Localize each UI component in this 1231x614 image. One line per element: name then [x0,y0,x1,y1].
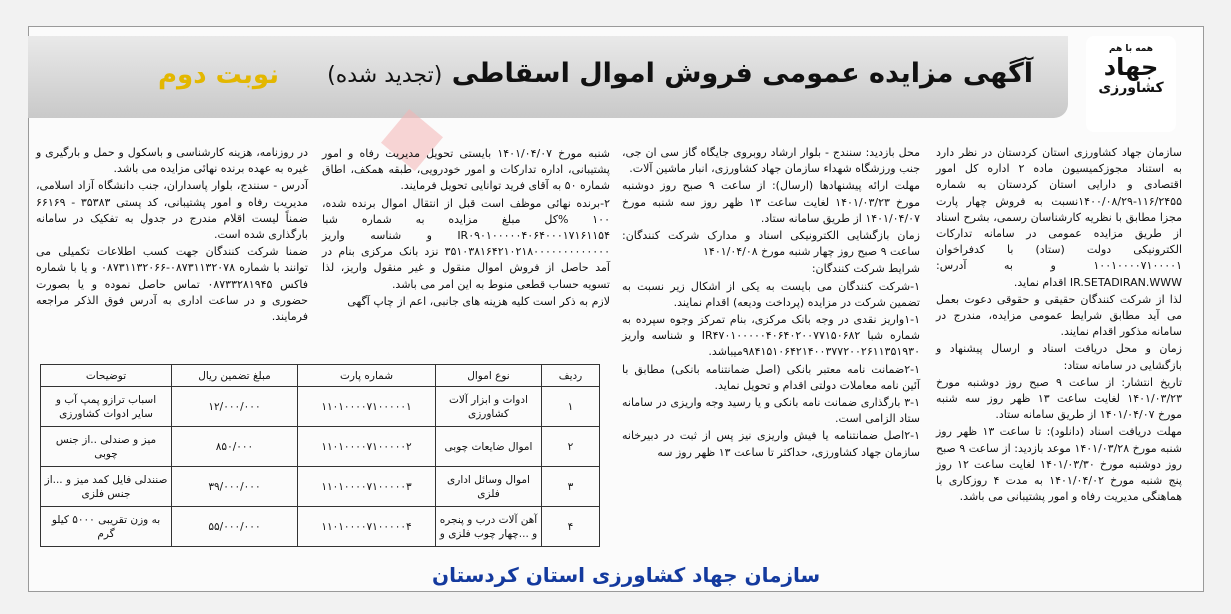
cell: ادوات و ابزار آلات کشاورزی [436,387,542,427]
cell: به وزن تقریبی ۵۰۰۰ کیلو گرم [41,507,172,547]
paragraph: ۱-۱واریز نقدی در وجه بانک مرکزی، بنام تمرکز وجوه سپرده به شماره شبا IR۴۷۰۱۰۰۰۰۰۴۰۶۴۰۲۰۰۷۷۱۵۰۶۸۲ و شناسه واریز ۹۸۴۱۵۱۰۶۴۲۱۴۰۰۳۷۷۲۰۰۲۶۱۱۳۵۱۹۳۰میباشد. [622,313,920,359]
cell: آهن آلات درب و پنجره و ...چهار چوب فلزی و [436,507,542,547]
paragraph: زمان و محل دریافت اسناد و ارسال پیشنهاد و بازگشایی در سامانه ستاد: [936,342,1182,372]
table-row [41,507,600,547]
paragraph: لازم به ذکر است کلیه هزینه های جانبی، اعم از چاپ آگهی [347,294,610,308]
cell: ۴ [542,507,600,547]
table-row [41,387,600,427]
logo-name: جهاد [1103,53,1159,81]
paragraph: ۲-۱اصل ضمانتنامه یا فیش واریزی نیز پس از ثبت در دبیرخانه سازمان جهاد کشاورزی، حداکثر تا ساعت ۱۳ ظهر روز سه [622,429,920,459]
column-3 [322,146,610,311]
paragraph: ۳-۱ بارگذاری ضمانت نامه بانکی و یا رسید وجه واریزی در سامانه ستاد الزامی است. [622,396,920,426]
cell: ۲ [542,427,600,467]
cell: اموال ضایعات چوبی [436,427,542,467]
cell: ۱۱۰۱۰۰۰۰۷۱۰۰۰۰۰۲ [298,427,436,467]
paragraph: شنبه مورخ ۱۴۰۱/۰۴/۰۷ بایستی تحویل مدیریت رفاه و امور پشتیبانی، اداره تدارکات و امور خودرویی، طبقه همکف، اطاق شماره ۵۰ به آقای فرید توانایی تحویل فرمایند. [322,147,611,193]
cell: میز و صندلی ..از جنس چوبی [41,427,172,467]
paragraph: لذا از شرکت کنندگان حقیقی و حقوقی دعوت بعمل می آید مطابق شرایط عمومی مزایده، مندرج در سامانه مذکور اقدام نمایند. [936,292,1182,339]
column-2 [622,145,920,462]
page-title [327,58,1033,89]
round-label: نوبت دوم [158,60,279,90]
header-part-number: شماره پارت [298,365,436,387]
items-table [40,364,600,547]
paragraph: سازمان جهاد کشاورزی استان کردستان در نظر دارد به استناد مجوزکمیسیون ماده ۲ اداره کل امور اقتصادی و دارایی استان کردستان به شماره ۱۱۶/۲۴۵۵-۱۴۰۰/۰۸/۲۹نسبت به فروش چهار پارت مجزا مطابق با نظریه کارشناسان رسمی، بشرح اسناد از طریق مزایده عمومی در سامانه تدارکات الکترونیکی دولت (ستاد) با کدفراخوان ۱۰۰۱۰۰۰۰۷۱۰۰۰۰۱ و به آدرس: IR.SETADIRAN.WWW اقدام نماید. [936,146,1182,289]
paragraph: ۲-۱ضمانت نامه معتبر بانکی (اصل ضمانتنامه بانکی) مطابق با آئین نامه معاملات دولتی اقدام و تحویل نماید. [622,362,920,392]
cell: ۱۱۰۱۰۰۰۰۷۱۰۰۰۰۰۱ [298,387,436,427]
paragraph: مهلت دریافت اسناد (دانلود): تا ساعت ۱۳ ظهر روز شنبه مورخ ۱۴۰۱/۰۳/۲۸ موعد بازدید: از ساعت ۹ صبح روز دوشنبه مورخ ۱۴۰۱/۰۳/۳۰ لغایت ساعت ۱۲ روز پنج شنبه مورخ ۱۴۰۱/۰۴/۰۲ به مدت ۴ روزکاری با هماهنگی مدیریت رفاه و امور پشتیبانی می باشد. [936,425,1182,504]
cell: ۵۵/۰۰۰/۰۰۰ [172,507,298,547]
header-item-type: نوع اموال [436,365,542,387]
column-1 [936,145,1182,506]
cell: ۱۱۰۱۰۰۰۰۷۱۰۰۰۰۰۴ [298,507,436,547]
table-header-row [41,365,600,387]
paragraph: ۲-برنده نهائی موظف است قبل از انتقال اموال برنده شده، ۱۰۰ %کل مبلغ مزایده به شماره شبا IR۰۹۰۱۰۰۰۰۰۴۰۶۴۰۰۰۱۷۱۶۱۱۵۴ و شناسه واریز ۳۵۱۰۳۸۱۶۴۲۱۰۲۱۸۰۰۰۰۰۰۰۰۰۰۰۰۰ نزد بانک مرکزی بنام در آمد حاصل از فروش اموال منقول و غیر منقول واریز، لذا تسویه حساب قطعی منوط به این امر می باشد. [322,196,610,291]
cell: ۳ [542,467,600,507]
cell: صنندلی فایل کمد میز و ...از جنس فلزی [41,467,172,507]
column-4 [36,145,308,326]
header-row-number: ردیف [542,365,600,387]
paragraph: تاریخ انتشار: از ساعت ۹ صبح روز دوشنبه مورخ ۱۴۰۱/۰۳/۲۳ لغایت ساعت ۱۳ ظهر روز سه شنبه مورخ ۱۴۰۱/۰۴/۰۷ از طریق سامانه ستاد. [936,375,1183,422]
logo [1086,36,1176,132]
title-main: آگهی مزایده عمومی فروش اموال اسقاطی [451,58,1033,89]
table-row [41,467,600,507]
cell: ۱ [542,387,600,427]
cell: ۱۲/۰۰۰/۰۰۰ [172,387,298,427]
paragraph: محل بازدید: سنندج - بلوار ارشاد روبروی جایگاه گاز سی ان جی، جنب ورزشگاه شهداء سازمان جهاد کشاورزی، انبار ماشین آلات. [622,146,920,176]
paragraph: ضمنا شرکت کنندگان جهت کسب اطلاعات تکمیلی می توانند با شماره ۰۸۷۳۱۱۳۲۰۷۸-۰۸۷۳۱۱۳۲۰۶۶ و یا با شماره فاکس ۰۸۷۳۳۲۸۱۹۴۵ تماس حاصل نموده و یا بصورت حضوری و در ساعت اداری به آدرس فوق الذکر مراجعه فرمایند. [36,245,308,324]
table-row [41,427,600,467]
paragraph: زمان بازگشایی الکترونیکی اسناد و مدارک شرکت کنندگان: ساعت ۹ صبح روز چهار شنبه مورخ ۱۴۰۱/۰۴/۰۸ [622,229,920,259]
cell: ۸۵۰/۰۰۰ [172,427,298,467]
cell: ۳۹/۰۰۰/۰۰۰ [172,467,298,507]
header-guarantee: مبلغ تضمین ریال [172,365,298,387]
cell: ۱۱۰۱۰۰۰۰۷۱۰۰۰۰۰۳ [298,467,436,507]
paragraph: ۱-شرکت کنندگان می بایست به یکی از اشکال زیر نسبت به تضمین شرکت در مزایده (پرداخت ودیعه) اقدام نمایند. [622,279,920,309]
cell: اموال وسائل اداری فلزی [436,467,542,507]
paragraph: شرایط شرکت کنندگان: [811,262,920,276]
logo-tagline: همه با هم [1108,44,1154,54]
logo-subname: کشاورزی [1098,80,1164,96]
paragraph: در روزنامه، هزینه کارشناسی و باسکول و حمل و بارگیری و غیره به عهده برنده نهائی مزایده می باشد. [36,146,308,176]
paragraph: آدرس - سنندج، بلوار پاسداران، جنب دانشگاه آزاد اسلامی، مدیریت رفاه و امور پشتیبانی، کد پستی ۳۵۳۸۳ - ۶۶۱۶۹ ضمناً لیست اقلام مندرج در جدول به تفکیک در سامانه بارگذاری شده است. [36,179,308,242]
paragraph: مهلت ارائه پیشنهادها (ارسال): از ساعت ۹ صبح روز دوشنبه مورخ ۱۴۰۱/۰۳/۲۳ لغایت ساعت ۱۳ ظهر روز سه شنبه مورخ ۱۴۰۱/۰۴/۰۷ از طریق سامانه ستاد. [622,179,921,225]
title-renewed: (تجدید شده) [327,63,443,88]
footer-organization: سازمان جهاد کشاورزی استان کردستان [432,563,821,587]
header-description: توضیحات [41,365,172,387]
cell: اسباب ترازو پمپ آب و سایر ادوات کشاورزی [41,387,172,427]
